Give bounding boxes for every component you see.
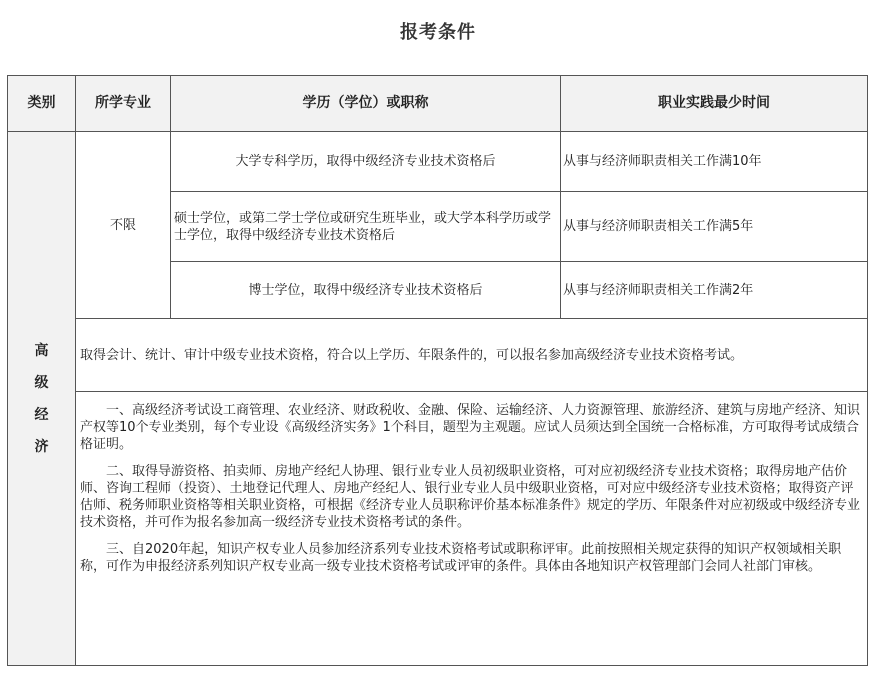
requirements-table: [7, 75, 868, 666]
notes-cell: [76, 392, 868, 666]
page-title: 报考条件: [400, 22, 476, 43]
table-header-row: [8, 76, 868, 132]
education-cell: 硕士学位，或第二学士学位或研究生班毕业，或大学本科学历或学士学位，取得中级经济专业技术资格后: [171, 192, 561, 262]
category-char: 级: [34, 374, 49, 391]
header-category: 类别: [8, 76, 76, 132]
major-cell: 不限: [76, 132, 171, 319]
table-row: [8, 132, 868, 192]
category-char: 高: [34, 342, 49, 359]
experience-cell: 从事与经济师职责相关工作满5年: [561, 192, 868, 262]
note-paragraph: 一、高级经济考试设工商管理、农业经济、财政税收、金融、保险、运输经济、人力资源管理、旅游经济、建筑与房地产经济、知识产权等10个专业类别，每个专业设《高级经济实务》1个科目，题型为主观题。应试人员须达到全国统一合格标准，方可取得考试成绩合格证明。: [80, 403, 861, 452]
experience-cell: 从事与经济师职责相关工作满10年: [561, 132, 868, 192]
extra-note-cell: 取得会计、统计、审计中级专业技术资格，符合以上学历、年限条件的，可以报名参加高级经济专业技术资格考试。: [76, 319, 868, 392]
experience-cell: 从事与经济师职责相关工作满2年: [561, 262, 868, 319]
header-education: 学历（学位）或职称: [171, 76, 561, 132]
education-cell: 大学专科学历，取得中级经济专业技术资格后: [171, 132, 561, 192]
education-cell: 博士学位，取得中级经济专业技术资格后: [171, 262, 561, 319]
note-paragraph: 二、取得导游资格、拍卖师、房地产经纪人协理、银行业专业人员初级职业资格，可对应初级经济专业技术资格；取得房地产估价师、咨询工程师（投资）、土地登记代理人、房地产经纪人、银行业专业人员中级职业资格，可对应中级经济专业技术资格；取得资产评估师、税务师职业资格等相关职业资格，可根据《经济专业人员职称评价基本标准条件》规定的学历、年限条件对应初级或中级经济专业技术资格，并可作为报名参加高一级经济专业技术资格考试的条件。: [80, 464, 861, 530]
note-paragraph: 三、自2020年起，知识产权专业人员参加经济系列专业技术资格考试或职称评审。此前按照相关规定获得的知识产权领域相关职称，可作为申报经济系列知识产权专业高一级专业技术资格考试或评审的条件。具体由各地知识产权管理部门会同人社部门审核。: [80, 542, 842, 574]
category-char: 经: [34, 406, 49, 423]
header-experience: 职业实践最少时间: [561, 76, 868, 132]
category-char: 济: [34, 438, 49, 455]
category-cell: [8, 132, 76, 666]
table-row: [8, 392, 868, 666]
table-row: [8, 319, 868, 392]
header-major: 所学专业: [76, 76, 171, 132]
